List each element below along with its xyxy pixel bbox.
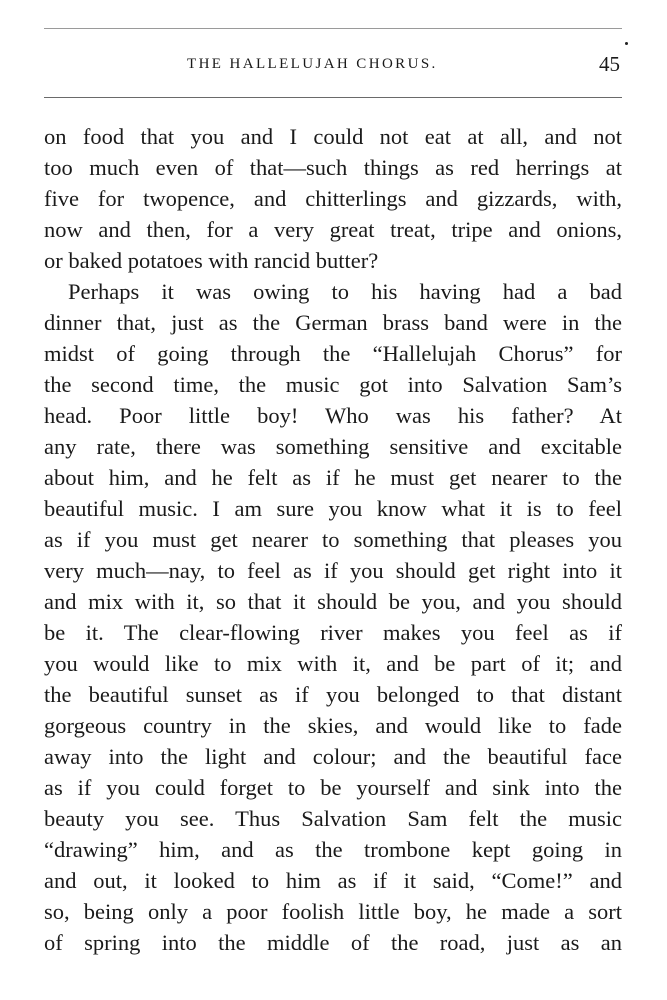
text-line: five for twopence, and chitterlings and gizzards, with, xyxy=(44,186,622,211)
text-line: midst of going through the “Hallelujah Chorus” for xyxy=(44,341,622,366)
text-line: on food that you and I could not eat at all, and not xyxy=(44,124,622,149)
text-line: beauty you see. Thus Salvation Sam felt the music xyxy=(44,806,622,831)
text-line: be it. The clear-flowing river makes you feel as if xyxy=(44,620,622,645)
text-line: dinner that, just as the German brass band were in the xyxy=(44,310,622,335)
text-line: away into the light and colour; and the beautiful face xyxy=(44,744,622,769)
text-line: the beautiful sunset as if you belonged to that distant xyxy=(44,682,622,707)
text-line: or baked potatoes with rancid butter? xyxy=(44,248,379,273)
text-line: the second time, the music got into Salvation Sam’s xyxy=(44,372,622,397)
text-line: of spring into the middle of the road, just as an xyxy=(44,930,622,955)
text-line: very much—nay, to feel as if you should get right into it xyxy=(44,558,622,583)
text-line: as if you must get nearer to something that pleases you xyxy=(44,527,622,552)
running-title: THE HALLELUJAH CHORUS. xyxy=(187,56,438,72)
text-line: as if you could forget to be yourself and sink into the xyxy=(44,775,622,800)
paragraph-start-line: Perhaps it was owing to his having had a bad xyxy=(68,279,622,304)
text-line: now and then, for a very great treat, tripe and onions, xyxy=(44,217,622,242)
text-line: too much even of that—such things as red herrings at xyxy=(44,155,622,180)
text-line: gorgeous country in the skies, and would like to fade xyxy=(44,713,622,738)
body-text xyxy=(44,121,622,958)
text-line: “drawing” him, and as the trombone kept going in xyxy=(44,837,622,862)
text-line: about him, and he felt as if he must get nearer to the xyxy=(44,465,622,490)
text-line: head. Poor little boy! Who was his father? At xyxy=(44,403,622,428)
running-head xyxy=(44,52,622,76)
text-line: beautiful music. I am sure you know what it is to feel xyxy=(44,496,622,521)
text-line: you would like to mix with it, and be part of it; and xyxy=(44,651,622,676)
header-rule xyxy=(44,97,622,98)
text-line: any rate, there was something sensitive and excitable xyxy=(44,434,622,459)
top-rule xyxy=(44,28,622,29)
page-number: 45 xyxy=(599,52,620,76)
text-line: and out, it looked to him as if it said, “Come!” and xyxy=(44,868,622,893)
text-line: so, being only a poor foolish little boy, he made a sort xyxy=(44,899,622,924)
text-line: and mix with it, so that it should be you, and you should xyxy=(44,589,622,614)
print-speck xyxy=(625,42,628,45)
